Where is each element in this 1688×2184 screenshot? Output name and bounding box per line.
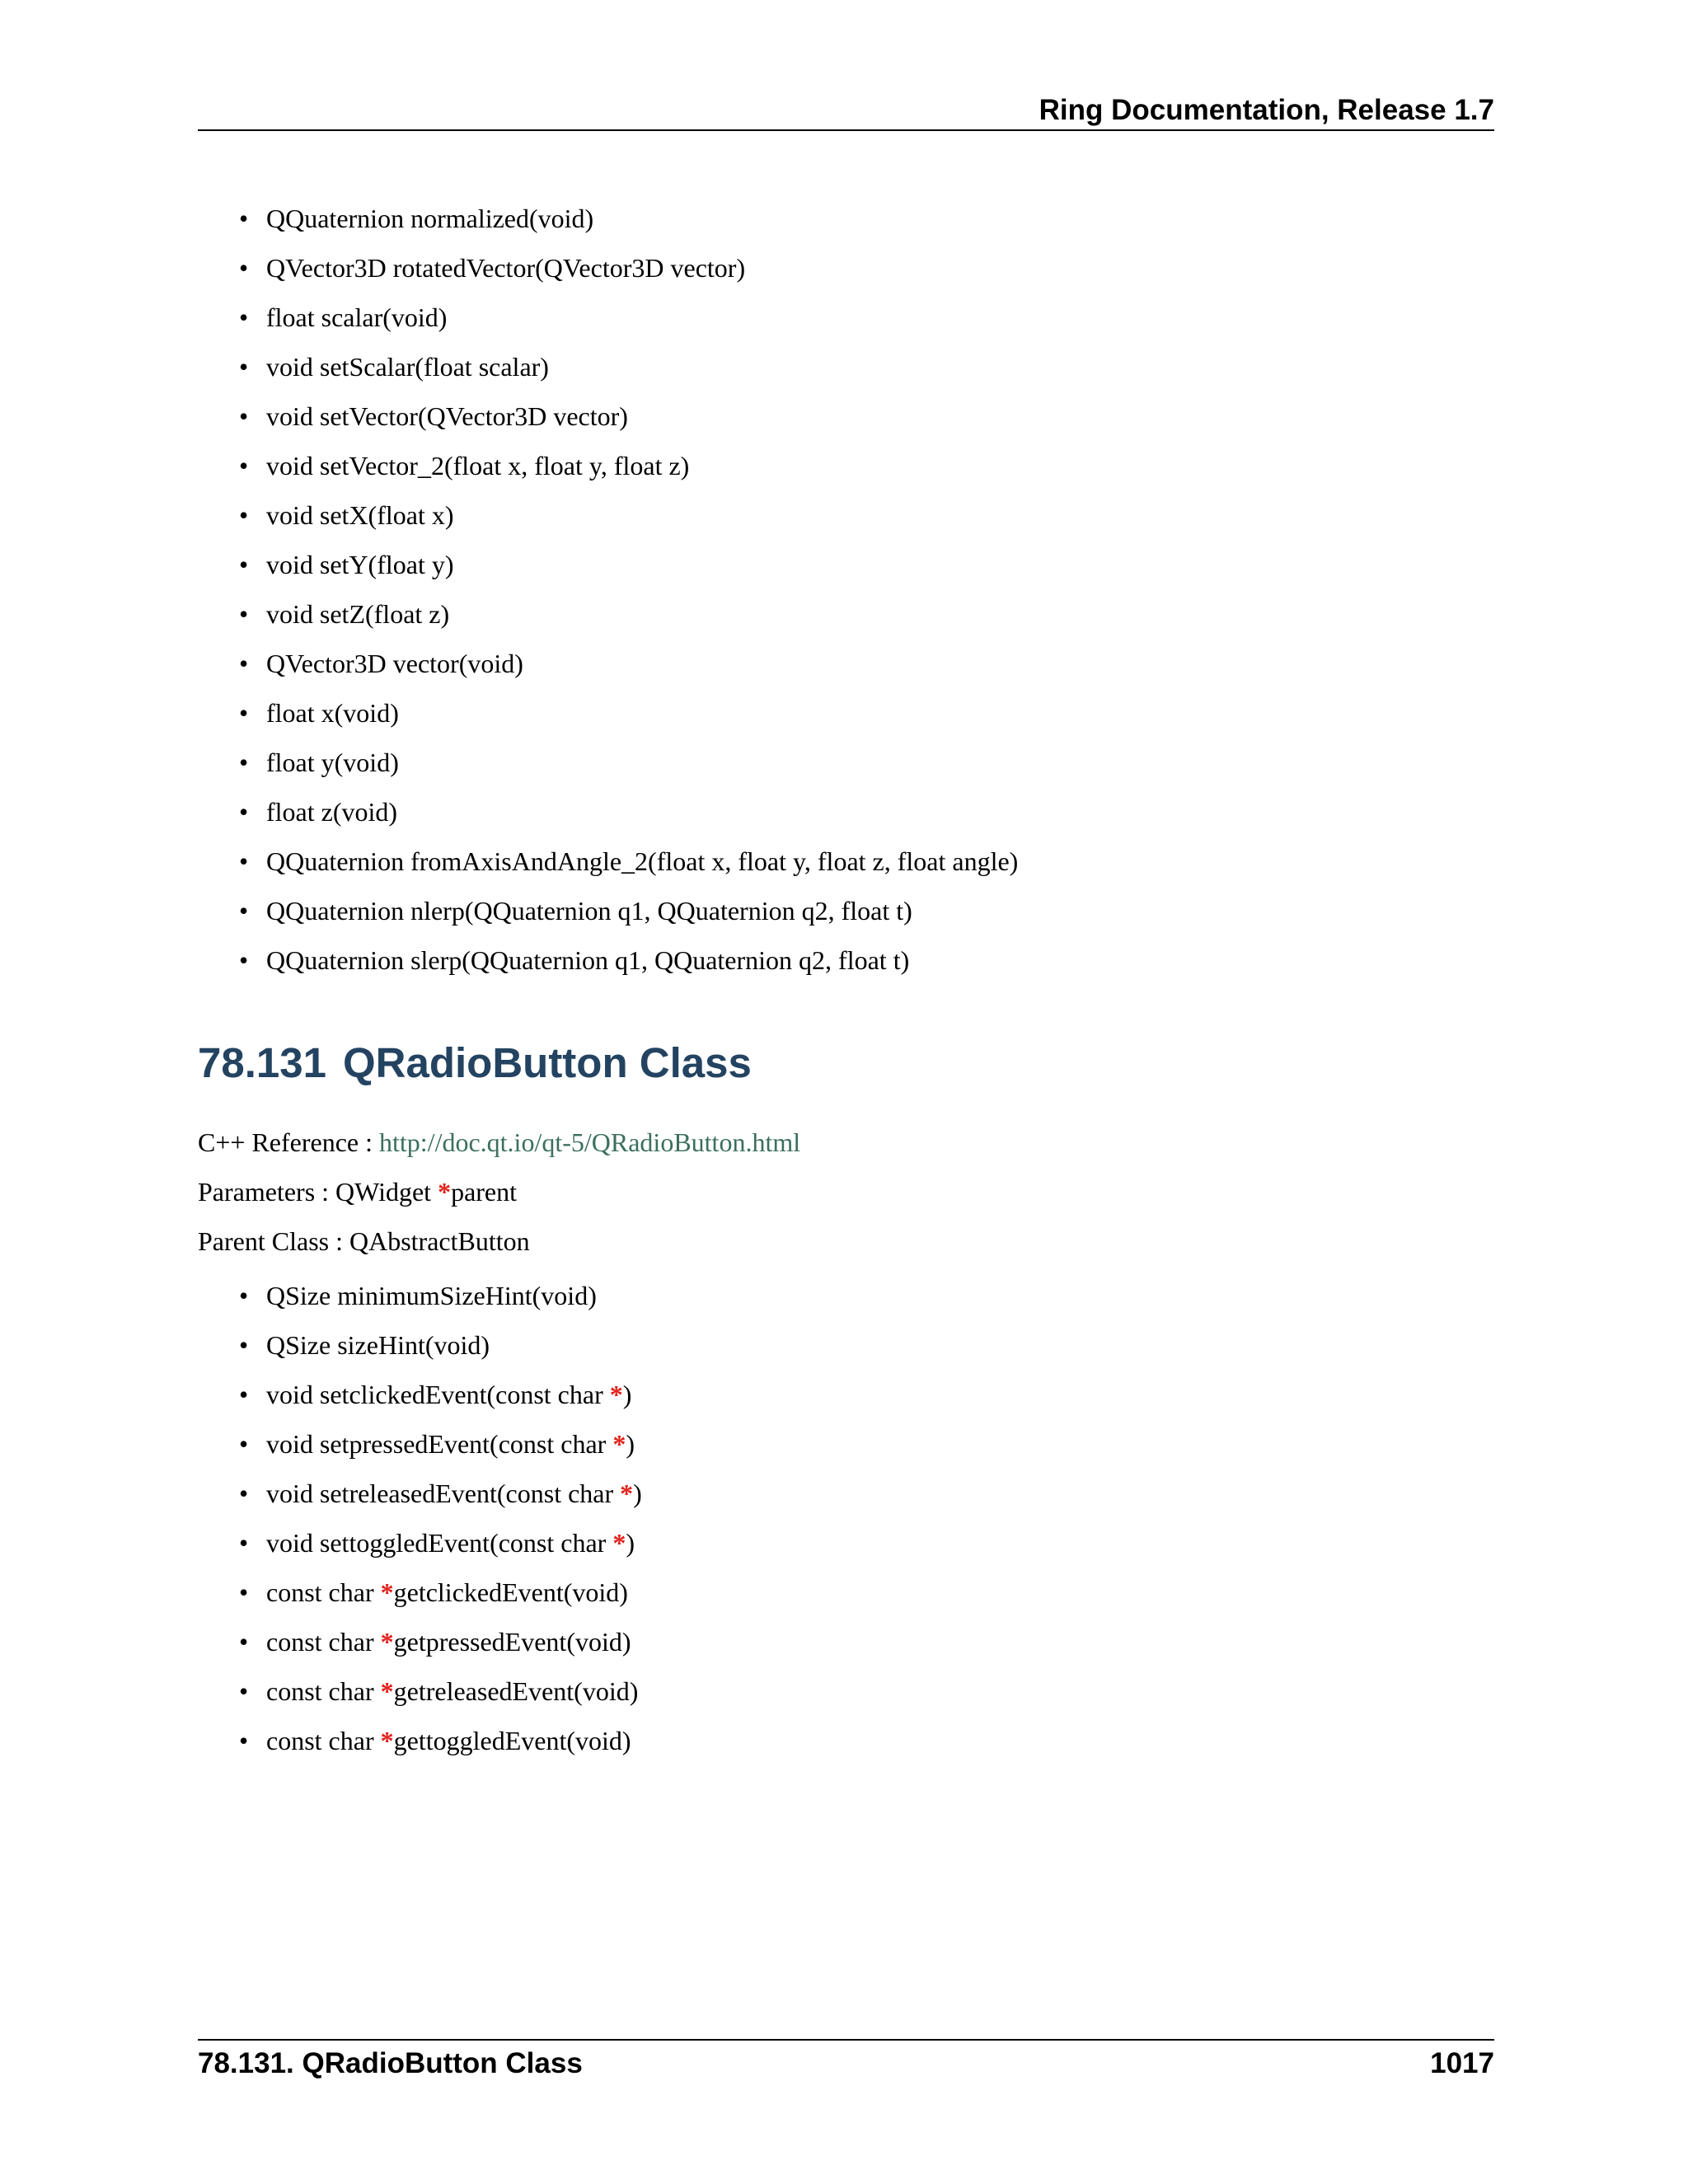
- bullet-icon: •: [239, 1281, 249, 1310]
- pointer-star: *: [380, 1676, 394, 1706]
- section-number: 78.131: [198, 1039, 326, 1086]
- bullet-icon: •: [239, 1479, 249, 1508]
- list-item: • float x(void): [239, 688, 1018, 738]
- bullet-icon: •: [239, 1627, 249, 1657]
- bullet-icon: •: [239, 846, 249, 876]
- bullet-icon: •: [239, 1380, 249, 1409]
- list-item: • float y(void): [239, 738, 1018, 787]
- bullet-icon: •: [239, 797, 249, 827]
- bullet-icon: •: [239, 698, 249, 728]
- bullet-icon: •: [239, 1577, 249, 1607]
- list-item: • QQuaternion normalized(void): [239, 194, 1018, 243]
- parent-class-line: Parent Class : QAbstractButton: [198, 1226, 530, 1256]
- bullet-icon: •: [239, 302, 249, 332]
- list-item: • const char *gettoggledEvent(void): [239, 1716, 642, 1765]
- list-item: • void setY(float y): [239, 540, 1018, 589]
- list-item: • void settoggledEvent(const char *): [239, 1518, 642, 1568]
- pointer-star: *: [612, 1429, 626, 1459]
- list-item: • void setclickedEvent(const char *): [239, 1370, 642, 1419]
- list-item: • const char *getclickedEvent(void): [239, 1568, 642, 1617]
- bullet-icon: •: [239, 748, 249, 777]
- page-number: 1017: [1430, 2047, 1494, 2079]
- list-item: • QQuaternion nlerp(QQuaternion q1, QQuaternion q2, float t): [239, 886, 1018, 935]
- list-item: • void setX(float x): [239, 490, 1018, 540]
- list-item: • const char *getreleasedEvent(void): [239, 1666, 642, 1716]
- list-item: • const char *getpressedEvent(void): [239, 1617, 642, 1666]
- bullet-icon: •: [239, 896, 249, 926]
- bullet-icon: •: [239, 401, 249, 431]
- footer-divider: [198, 2039, 1494, 2041]
- cpp-reference-line: C++ Reference : http://doc.qt.io/qt-5/QRadioButton.html: [198, 1127, 801, 1157]
- list-item: • void setreleasedEvent(const char *): [239, 1469, 642, 1518]
- running-header: Ring Documentation, Release 1.7: [1039, 94, 1494, 126]
- bullet-icon: •: [239, 550, 249, 579]
- section-heading: [198, 1034, 752, 1092]
- cpp-reference-link[interactable]: http://doc.qt.io/qt-5/QRadioButton.html: [379, 1127, 801, 1157]
- list-item: • QVector3D rotatedVector(QVector3D vector): [239, 243, 1018, 293]
- bullet-icon: •: [239, 1528, 249, 1558]
- pointer-star: *: [380, 1726, 394, 1755]
- pointer-star: *: [438, 1177, 452, 1207]
- parameters-line: Parameters : QWidget *parent: [198, 1177, 518, 1207]
- pointer-star: *: [380, 1577, 394, 1607]
- list-item: • QVector3D vector(void): [239, 639, 1018, 688]
- bullet-icon: •: [239, 451, 249, 480]
- method-list-radiobutton: [239, 1271, 642, 1765]
- list-item: • void setpressedEvent(const char *): [239, 1419, 642, 1469]
- section-title-text: QRadioButton Class: [343, 1039, 752, 1086]
- list-item: • void setVector(QVector3D vector): [239, 391, 1018, 441]
- bullet-icon: •: [239, 500, 249, 530]
- list-item: • QSize minimumSizeHint(void): [239, 1271, 642, 1320]
- bullet-icon: •: [239, 649, 249, 678]
- header-divider: [198, 129, 1494, 131]
- document-page: [198, 0, 1494, 2184]
- bullet-icon: •: [239, 204, 249, 233]
- bullet-icon: •: [239, 1330, 249, 1360]
- bullet-icon: •: [239, 352, 249, 382]
- list-item: • void setScalar(float scalar): [239, 342, 1018, 391]
- bullet-icon: •: [239, 253, 249, 283]
- bullet-icon: •: [239, 1429, 249, 1459]
- pointer-star: *: [620, 1479, 634, 1508]
- footer-section-label: 78.131. QRadioButton Class: [198, 2047, 583, 2079]
- bullet-icon: •: [239, 945, 249, 975]
- list-item: • float scalar(void): [239, 293, 1018, 342]
- pointer-star: *: [380, 1627, 394, 1657]
- method-list-quaternion: [239, 194, 1018, 985]
- pointer-star: *: [609, 1380, 623, 1409]
- list-item: • QSize sizeHint(void): [239, 1320, 642, 1370]
- pointer-star: *: [612, 1528, 626, 1558]
- bullet-icon: •: [239, 1676, 249, 1706]
- list-item: • QQuaternion fromAxisAndAngle_2(float x, float y, float z, float angle): [239, 837, 1018, 886]
- list-item: • void setZ(float z): [239, 589, 1018, 639]
- list-item: • float z(void): [239, 787, 1018, 837]
- list-item: • void setVector_2(float x, float y, float z): [239, 441, 1018, 490]
- bullet-icon: •: [239, 1726, 249, 1755]
- list-item: • QQuaternion slerp(QQuaternion q1, QQuaternion q2, float t): [239, 935, 1018, 985]
- bullet-icon: •: [239, 599, 249, 629]
